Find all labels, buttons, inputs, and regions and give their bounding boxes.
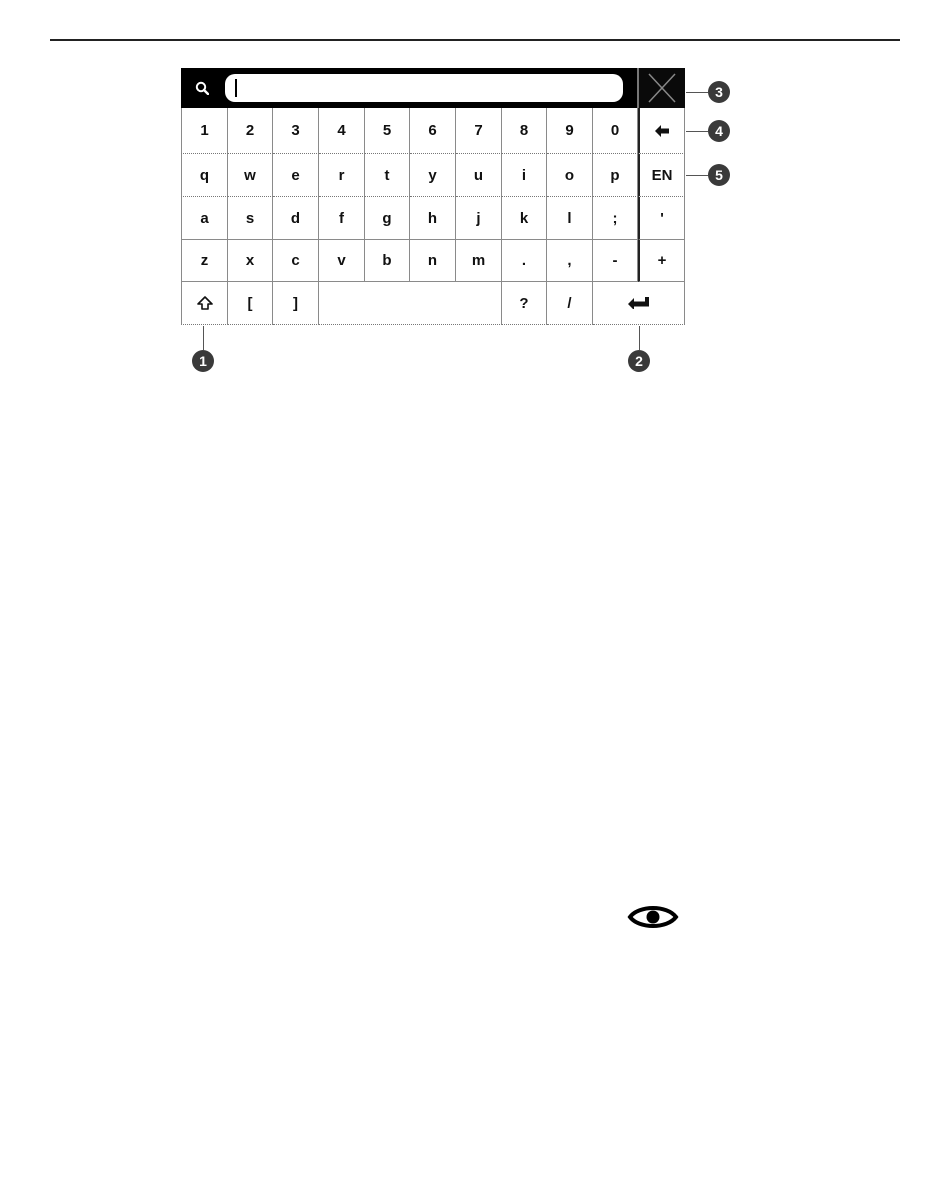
key-o[interactable]: o bbox=[547, 154, 593, 197]
key-l[interactable]: l bbox=[547, 197, 593, 240]
key-right-bracket[interactable]: ] bbox=[273, 282, 319, 325]
top-rule bbox=[50, 39, 900, 41]
leader-line-5 bbox=[686, 175, 708, 176]
space-key[interactable] bbox=[319, 282, 502, 325]
key-4[interactable]: 4 bbox=[319, 108, 365, 154]
key-1[interactable]: 1 bbox=[181, 108, 228, 154]
key-2[interactable]: 2 bbox=[228, 108, 273, 154]
leader-line-3 bbox=[686, 92, 708, 93]
key-question-mark[interactable]: ? bbox=[502, 282, 547, 325]
key-8[interactable]: 8 bbox=[502, 108, 547, 154]
callout-2: 2 bbox=[628, 350, 650, 372]
key-left-bracket[interactable]: [ bbox=[228, 282, 273, 325]
key-+[interactable]: + bbox=[638, 240, 685, 282]
key-k[interactable]: k bbox=[502, 197, 547, 240]
key-c[interactable]: c bbox=[273, 240, 319, 282]
key-n[interactable]: n bbox=[410, 240, 456, 282]
shift-key[interactable] bbox=[181, 282, 228, 325]
key-m[interactable]: m bbox=[456, 240, 502, 282]
text-caret bbox=[235, 79, 237, 97]
key-3[interactable]: 3 bbox=[273, 108, 319, 154]
key-6[interactable]: 6 bbox=[410, 108, 456, 154]
key-b[interactable]: b bbox=[365, 240, 410, 282]
key-y[interactable]: y bbox=[410, 154, 456, 197]
key-j[interactable]: j bbox=[456, 197, 502, 240]
key-q[interactable]: q bbox=[181, 154, 228, 197]
key-.[interactable]: . bbox=[502, 240, 547, 282]
key-z[interactable]: z bbox=[181, 240, 228, 282]
backspace-key[interactable] bbox=[638, 108, 685, 154]
on-screen-keyboard bbox=[181, 68, 685, 326]
search-bar bbox=[181, 68, 685, 108]
callout-5: 5 bbox=[708, 164, 730, 186]
leader-line-2 bbox=[639, 326, 640, 350]
close-icon bbox=[639, 68, 685, 108]
callout-4: 4 bbox=[708, 120, 730, 142]
leader-line-4 bbox=[686, 131, 708, 132]
key--[interactable]: - bbox=[593, 240, 638, 282]
search-input[interactable] bbox=[225, 74, 623, 102]
key-g[interactable]: g bbox=[365, 197, 410, 240]
key-d[interactable]: d bbox=[273, 197, 319, 240]
callout-1: 1 bbox=[192, 350, 214, 372]
key-i[interactable]: i bbox=[502, 154, 547, 197]
key-w[interactable]: w bbox=[228, 154, 273, 197]
callout-3: 3 bbox=[708, 81, 730, 103]
key-x[interactable]: x bbox=[228, 240, 273, 282]
backspace-arrow-icon bbox=[655, 125, 669, 137]
key-t[interactable]: t bbox=[365, 154, 410, 197]
key-r[interactable]: r bbox=[319, 154, 365, 197]
enter-key[interactable] bbox=[593, 282, 685, 325]
shift-icon bbox=[197, 296, 213, 310]
key-h[interactable]: h bbox=[410, 197, 456, 240]
eye-icon bbox=[627, 902, 679, 932]
key-5[interactable]: 5 bbox=[365, 108, 410, 154]
key-s[interactable]: s bbox=[228, 197, 273, 240]
key-;[interactable]: ; bbox=[593, 197, 638, 240]
enter-icon bbox=[628, 297, 650, 309]
key-,[interactable]: , bbox=[547, 240, 593, 282]
key-a[interactable]: a bbox=[181, 197, 228, 240]
key-e[interactable]: e bbox=[273, 154, 319, 197]
key-7[interactable]: 7 bbox=[456, 108, 502, 154]
language-key[interactable]: EN bbox=[638, 154, 685, 197]
key-p[interactable]: p bbox=[593, 154, 638, 197]
close-keyboard-button[interactable] bbox=[637, 68, 685, 108]
key-u[interactable]: u bbox=[456, 154, 502, 197]
search-icon bbox=[195, 81, 209, 95]
key-9[interactable]: 9 bbox=[547, 108, 593, 154]
key-slash[interactable]: / bbox=[547, 282, 593, 325]
key-f[interactable]: f bbox=[319, 197, 365, 240]
leader-line-1 bbox=[203, 326, 204, 350]
key-0[interactable]: 0 bbox=[593, 108, 638, 154]
key-v[interactable]: v bbox=[319, 240, 365, 282]
key-'[interactable]: ' bbox=[638, 197, 685, 240]
